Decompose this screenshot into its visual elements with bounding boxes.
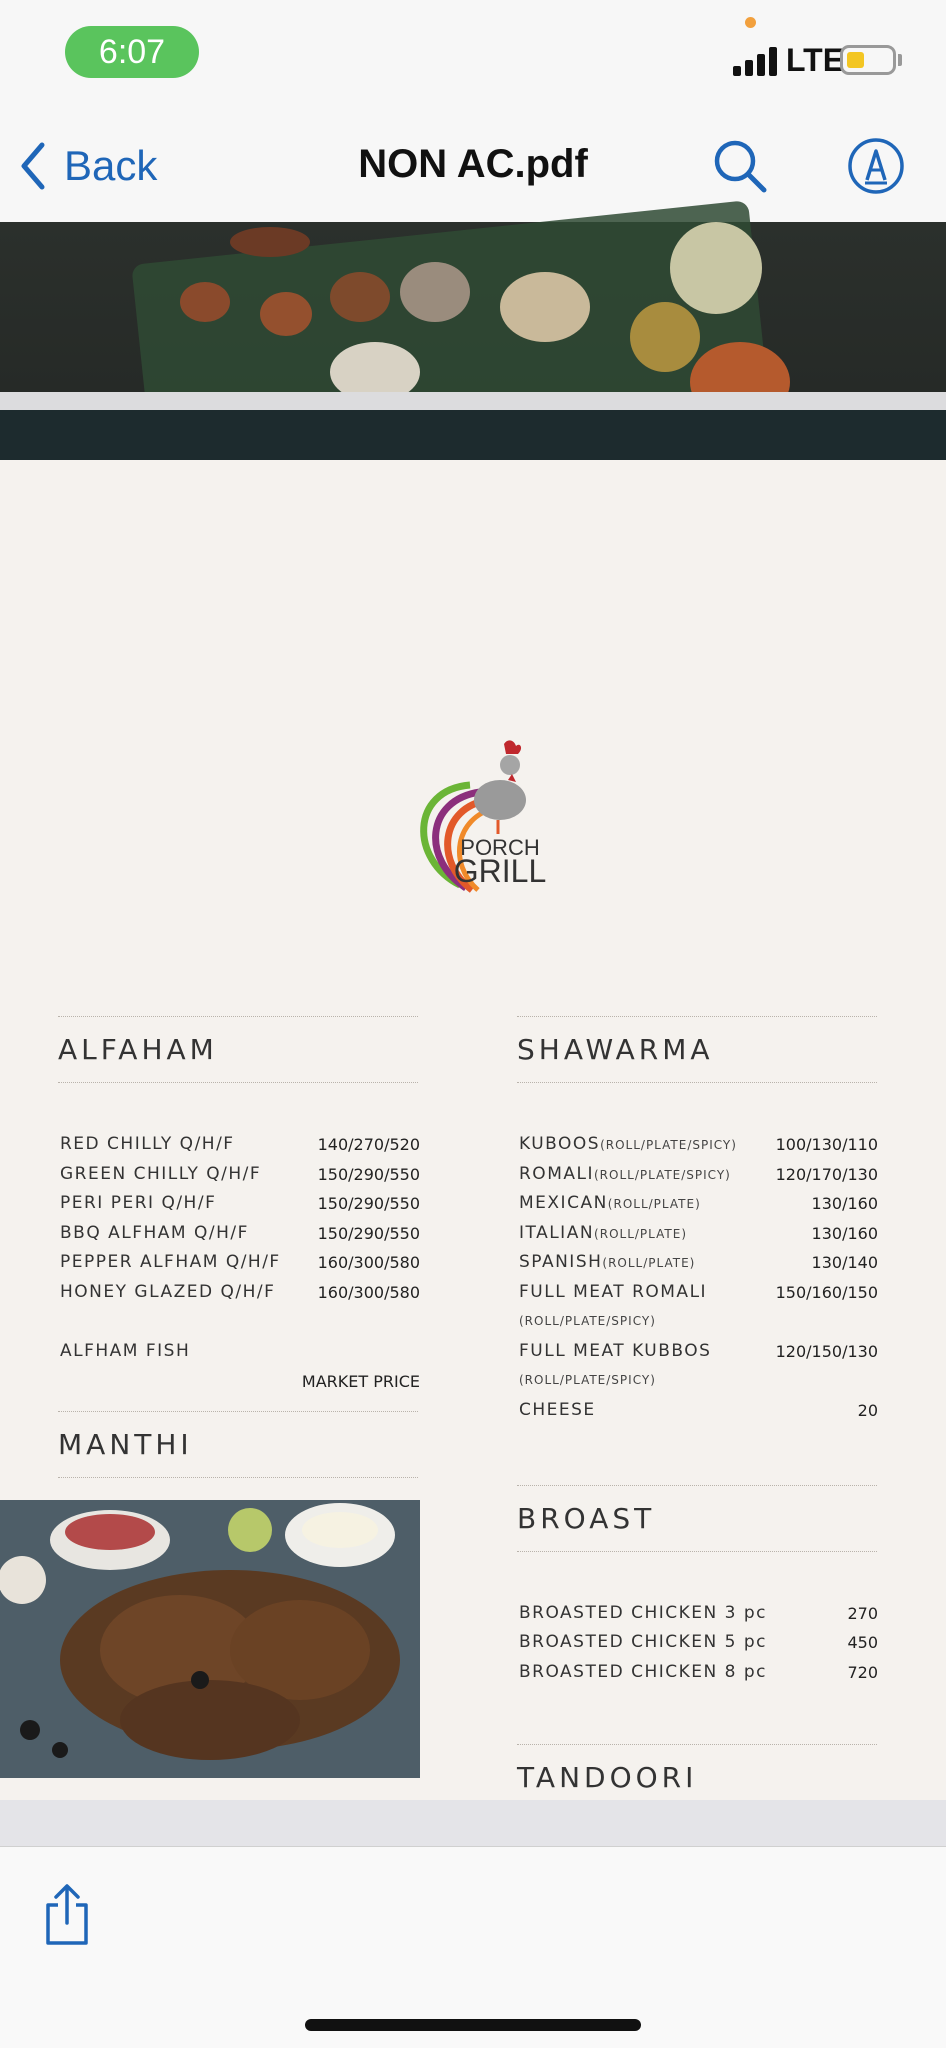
- menu-item-sub: (ROLL/PLATE): [602, 1256, 696, 1270]
- menu-item-price: 150/290/550: [317, 1194, 420, 1213]
- grilled-chicken-photo: [0, 1500, 420, 1778]
- menu-item-name: BBQ ALFHAM Q/H/F: [60, 1223, 249, 1243]
- markup-pen-icon[interactable]: [846, 136, 906, 196]
- menu-item-name: BROASTED CHICKEN 8 pc: [519, 1662, 768, 1682]
- menu-item-name: FULL MEAT ROMALI: [519, 1282, 708, 1302]
- menu-item-price: 160/300/580: [317, 1283, 420, 1302]
- menu-item-price: 130/140: [811, 1253, 878, 1272]
- menu-item-name: KUBOOS: [519, 1134, 601, 1154]
- battery-icon: [840, 45, 896, 75]
- menu-item-price: 270: [847, 1604, 878, 1623]
- cellular-signal-icon: [733, 46, 779, 76]
- bottom-toolbar: [0, 1846, 946, 2048]
- alfaham-section: [58, 1016, 418, 1083]
- section-title: MANTHI: [58, 1428, 193, 1461]
- menu-item: [519, 1134, 737, 1154]
- menu-item-price: MARKET PRICE: [301, 1372, 420, 1391]
- previous-page-food-photo: [0, 222, 946, 392]
- page-separator: [0, 392, 946, 410]
- menu-item-name: SPANISH: [519, 1252, 603, 1272]
- menu-item-name: CHEESE: [519, 1400, 596, 1420]
- menu-item-name: ITALIAN: [519, 1223, 595, 1243]
- home-indicator[interactable]: [305, 2019, 641, 2031]
- menu-item-price: 140/270/520: [317, 1135, 420, 1154]
- section-title: TANDOORI: [517, 1761, 698, 1794]
- manthi-section: [58, 1411, 418, 1478]
- menu-item-name: HONEY GLAZED Q/H/F: [60, 1282, 276, 1302]
- search-icon[interactable]: [712, 138, 768, 194]
- menu-item: [519, 1223, 687, 1243]
- menu-item-price: 120/150/130: [775, 1342, 878, 1361]
- menu-item-price: 150/290/550: [317, 1224, 420, 1243]
- menu-item-name: BROASTED CHICKEN 5 pc: [519, 1632, 768, 1652]
- porch-grill-logo: [400, 730, 570, 900]
- privacy-indicator-dot: [745, 17, 756, 28]
- page-header-band: [0, 410, 946, 460]
- menu-item-price: 160/300/580: [317, 1253, 420, 1272]
- section-title: BROAST: [517, 1502, 656, 1535]
- menu-item-price: 450: [847, 1633, 878, 1652]
- broast-section: [517, 1485, 877, 1552]
- menu-item-name: FULL MEAT KUBBOS: [519, 1341, 712, 1361]
- menu-item-price: 150/160/150: [775, 1283, 878, 1302]
- shawarma-section: [517, 1016, 877, 1083]
- menu-item-sub: (ROLL/PLATE/SPICY): [600, 1138, 737, 1152]
- menu-item-price: 20: [857, 1401, 878, 1420]
- menu-item: [519, 1164, 731, 1184]
- menu-item-price: 130/160: [811, 1194, 878, 1213]
- menu-item-name: PERI PERI Q/H/F: [60, 1193, 217, 1213]
- menu-page: [0, 410, 946, 1800]
- menu-item-name: MEXICAN: [519, 1193, 608, 1213]
- menu-item-name: GREEN CHILLY Q/H/F: [60, 1164, 262, 1184]
- menu-item-sub: (ROLL/PLATE/SPICY): [519, 1373, 656, 1387]
- menu-item-price: 130/160: [811, 1224, 878, 1243]
- battery-nub: [898, 54, 902, 66]
- navigation-bar: [0, 110, 946, 222]
- document-title: NON AC.pdf: [358, 142, 588, 186]
- menu-item: [519, 1193, 701, 1213]
- share-icon[interactable]: [42, 1883, 92, 1947]
- status-time[interactable]: 6:07: [65, 26, 199, 78]
- logo-grill-text: GRILL: [453, 853, 547, 889]
- menu-item-name: ROMALI: [519, 1164, 594, 1184]
- menu-item-price: 100/130/110: [775, 1135, 878, 1154]
- pdf-document-view[interactable]: [0, 222, 946, 1846]
- section-title: SHAWARMA: [517, 1033, 714, 1066]
- section-title: ALFAHAM: [58, 1033, 218, 1066]
- menu-item-name: ALFHAM FISH: [60, 1341, 191, 1361]
- menu-item-name: RED CHILLY Q/H/F: [60, 1134, 235, 1154]
- menu-item-name: PEPPER ALFHAM Q/H/F: [60, 1252, 281, 1272]
- menu-item: [519, 1252, 695, 1272]
- menu-item-price: 150/290/550: [317, 1165, 420, 1184]
- page-separator: [0, 1800, 946, 1846]
- network-type: LTE: [786, 42, 845, 78]
- menu-item-price: 120/170/130: [775, 1165, 878, 1184]
- logo-porch-text: PORCH: [460, 835, 540, 860]
- menu-item-name: BROASTED CHICKEN 3 pc: [519, 1603, 768, 1623]
- menu-item-sub: (ROLL/PLATE/SPICY): [593, 1168, 731, 1182]
- menu-item-sub: (ROLL/PLATE): [607, 1197, 701, 1211]
- menu-item-sub: (ROLL/PLATE/SPICY): [519, 1314, 656, 1328]
- menu-item-price: 720: [847, 1663, 878, 1682]
- menu-item-sub: (ROLL/PLATE): [594, 1227, 687, 1241]
- status-bar: [0, 0, 946, 110]
- back-label: Back: [64, 142, 158, 189]
